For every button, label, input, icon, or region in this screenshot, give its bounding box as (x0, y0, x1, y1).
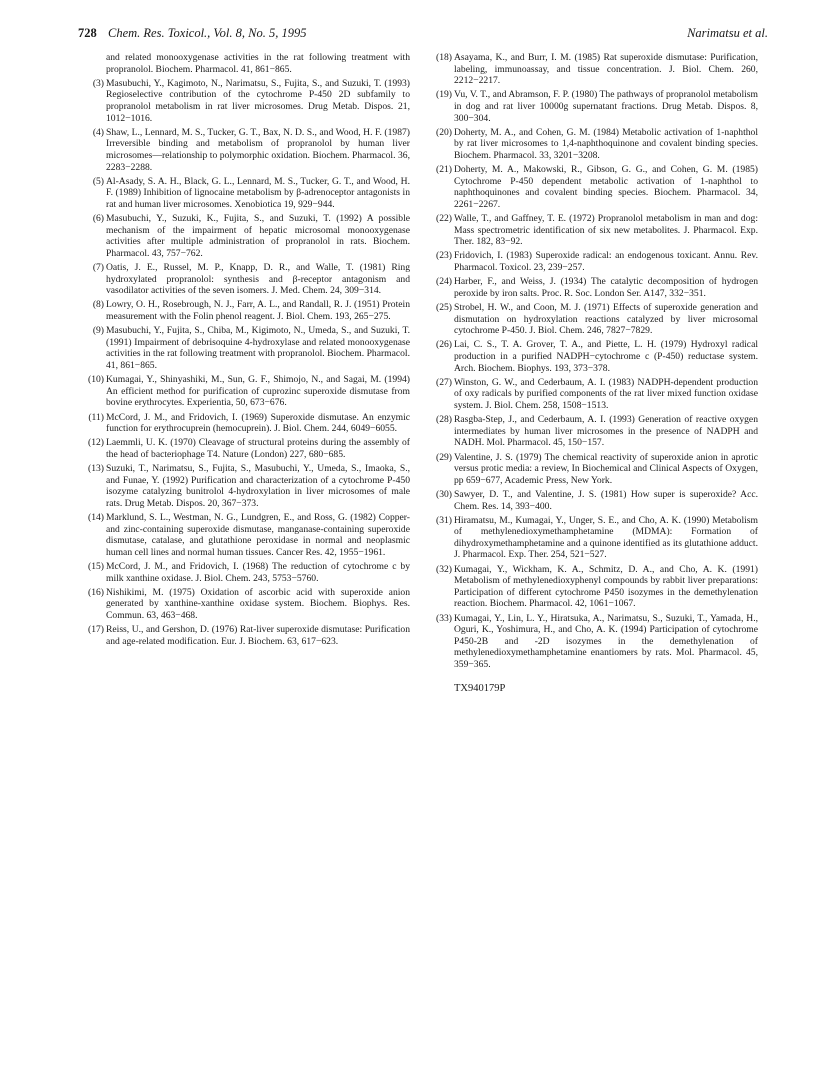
reference-text: Walle, T., and Gaffney, T. E. (1972) Propranolol metabolism in man and dog: Mass spectrometric identification of six new metabolites. J. Pharmacol. Exp. Ther. 182, 83−92. (454, 213, 758, 248)
reference-item (428, 276, 758, 299)
reference-item (428, 213, 758, 248)
reference-item (80, 213, 410, 259)
reference-number: (32) (436, 563, 452, 575)
reference-item (80, 561, 410, 584)
reference-number: (9) (92, 325, 104, 337)
reference-item (80, 412, 410, 435)
reference-text: Al-Asady, S. A. H., Black, G. L., Lennard, M. S., Tucker, G. T., and Wood, H. F. (1989) Inhibition of lignocaine metabolism by β-adrenoceptor antagonists in rat and human liver microsomes. Xenobiotica 19, 929−944. (106, 175, 410, 210)
reference-text: Hiramatsu, M., Kumagai, Y., Unger, S. E., and Cho, A. K. (1990) Metabolism of methylenedioxymethamphetamine (MDMA): Formation of dihydroxymethamphetamine and a quinone identified as its glutathione adduct. J. Pharmacol. Exp. Ther. 254, 521−527. (454, 514, 758, 561)
reference-number: (18) (436, 52, 452, 63)
reference-text: Reiss, U., and Gershon, D. (1976) Rat-liver superoxide dismutase: Purification and age-related modification. Eur. J. Biochem. 63, 617−623. (106, 624, 410, 647)
reference-text: Fridovich, I. (1983) Superoxide radical: an endogenous toxicant. Annu. Rev. Pharmacol. Toxicol. 23, 239−257. (454, 250, 758, 274)
reference-text: Rasgba-Step, J., and Cederbaum, A. I. (1993) Generation of reactive oxygen intermediates by human liver microsomes in the presence of NADPH and NADH. Mol. Pharmacol. 45, 150−157. (454, 414, 758, 449)
reference-number: (28) (436, 414, 452, 426)
reference-number: (6) (92, 213, 104, 225)
reference-text: Masubuchi, Y., Suzuki, K., Fujita, S., and Suzuki, T. (1992) A possible mechanism of the impairment of hepatic microsomal monooxygenase activities after multiple administration of propranolol in rats. Biochem. Pharmacol. 43, 757−762. (106, 213, 410, 259)
reference-item (428, 339, 758, 374)
reference-item (80, 299, 410, 322)
left-reference-list (80, 78, 410, 648)
reference-number: (13) (88, 463, 104, 475)
reference-text: Kumagai, Y., Lin, L. Y., Hiratsuka, A., Narimatsu, S., Suzuki, T., Yamada, H., Oguri, K., Yoshimura, H., and Cho, A. K. (1994) Participation of cytochrome P450-2B and -2D isozymes in the demethylenation of methylenedioxymethamphetamine enantiomers by rats. Mol. Pharmacol. 45, 359−365. (454, 612, 758, 670)
reference-item (80, 437, 410, 460)
reference-text: Shaw, L., Lennard, M. S., Tucker, G. T., Bax, N. D. S., and Wood, H. F. (1987) Irreversible binding and metabolism of propranolol by human liver microsomes—relationship to polymorphic oxidation. Biochem. Pharmacol. 36, 2283−2288. (106, 126, 410, 173)
reference-item (80, 624, 410, 647)
reference-number: (15) (88, 561, 104, 573)
reference-number: (29) (436, 451, 452, 463)
reference-continuation: and related monooxygenase activities in the rat following treatment with propranolol. Biochem. Pharmacol. 41, 861−865. (106, 52, 410, 75)
reference-item (80, 374, 410, 409)
reference-text: Lowry, O. H., Rosebrough, N. J., Farr, A. L., and Randall, R. J. (1951) Protein measurement with the Folin phenol reagent. J. Biol. Chem. 193, 265−275. (106, 299, 410, 323)
reference-text: Sawyer, D. T., and Valentine, J. S. (1981) How super is superoxide? Acc. Chem. Res. 14, 393−400. (454, 488, 758, 512)
reference-text: Doherty, M. A., and Cohen, G. M. (1984) Metabolic activation of 1-naphthol by rat liver microsomes to 1,4-naphthoquinone and covalent binding species. Biochem. Pharmacol. 33, 3201−3208. (454, 126, 758, 161)
reference-text: McCord, J. M., and Fridovich, I. (1969) Superoxide dismutase. An enzymic function for erythrocuprein (hemocuprein). J. Biol. Chem. 244, 6049−6055. (106, 411, 410, 435)
reference-number: (12) (88, 437, 104, 449)
reference-number: (26) (436, 339, 452, 351)
right-reference-list (428, 52, 758, 671)
reference-text: Nishikimi, M. (1975) Oxidation of ascorbic acid with superoxide anion generated by xanthine-xanthine oxidase system. Biochem. Biophys. Res. Commun. 63, 463−468. (106, 586, 410, 622)
reference-text: Kumagai, Y., Shinyashiki, M., Sun, G. F., Shimojo, N., and Sagai, M. (1994) An efficient method for purification of cuprozinc superoxide dismutase from bovine erythrocytes. Experientia, 50, 673−676. (106, 374, 410, 409)
reference-item (428, 52, 758, 87)
reference-item (428, 250, 758, 273)
reference-number: (21) (436, 164, 452, 176)
reference-text: Lai, C. S., T. A. Grover, T. A., and Piette, L. H. (1979) Hydroxyl radical production in a purified NADPH−cytochrome c (P-450) reductase system. Arch. Biochem. Biophys. 193, 373−378. (454, 339, 758, 374)
reference-text: Strobel, H. W., and Coon, M. J. (1971) Effects of superoxide generation and dismutation on hydroxylation reactions catalyzed by liver microsomal cytochrome P-450. J. Biol. Chem. 246, 7827−7829. (454, 302, 758, 337)
reference-number: (16) (88, 586, 104, 598)
reference-text: Kumagai, Y., Wickham, K. A., Schmitz, D. A., and Cho, A. K. (1991) Metabolism of methylenedioxyphenyl compounds by rabbit liver preparations: Participation of different cytochrome P450 isozymes in the demethylenation reaction. Biochem. Pharmacol. 42, 1061−1067. (454, 563, 758, 610)
reference-item (80, 512, 410, 558)
document-id: TX940179P (454, 682, 506, 694)
reference-text: Marklund, S. L., Westman, N. G., Lundgren, E., and Ross, G. (1982) Copper- and zinc-containing superoxide dismutase, manganase-containing superoxide dismutase, catalase, and glutathione peroxidase in normal and neoplasmic human cell lines and normal human tissues. Cancer Res. 42, 1955−1961. (106, 512, 410, 558)
reference-text: Vu, V. T., and Abramson, F. P. (1980) The pathways of propranolol metabolism in dog and rat liver 10000g supernatant fractions. Drug Metab. Dispos. 8, 300−304. (454, 89, 758, 124)
reference-number: (8) (92, 299, 104, 311)
reference-text: Asayama, K., and Burr, I. M. (1985) Rat superoxide dismutase: Purification, labeling, immunoassay, and tissue concentration. J. Biol. Chem. 260, 2212−2217. (454, 52, 758, 87)
reference-number: (4) (92, 126, 104, 138)
reference-text: Suzuki, T., Narimatsu, S., Fujita, S., Masubuchi, Y., Umeda, S., Imaoka, S., and Funae, Y. (1992) Purification and characterization of a cytochrome P-450 isozyme catalyzing bunitrolol 4-hydroxylation in liver microsomes of male rats. Drug Metab. Dispos. 20, 367−373. (106, 463, 410, 509)
reference-number: (24) (436, 276, 452, 288)
reference-item (428, 452, 758, 487)
reference-text: Laemmli, U. K. (1970) Cleavage of structural proteins during the assembly of the head of bacteriophage T4. Nature (London) 227, 680−685. (106, 437, 410, 460)
reference-item (80, 78, 410, 124)
reference-text: Doherty, M. A., Makowski, R., Gibson, G. G., and Cohen, G. M. (1985) Cytochrome P-450 dependent metabolic activation of 1-naphthol to naphthoquinones and covalent binding species. Biochem. Pharmacol. 34, 2261−2267. (454, 164, 758, 210)
reference-text: Winston, G. W., and Cederbaum, A. I. (1983) NADPH-dependent production of oxy radicals by purified components of the rat liver mixed function oxidase system. J. Biol. Chem. 258, 1508−1513. (454, 376, 758, 411)
reference-text: Masubuchi, Y., Fujita, S., Chiba, M., Kigimoto, N., Umeda, S., and Suzuki, T. (1991) Impairment of debrisoquine 4-hydroxylase and related monooxygenase activities in the rat following treatment with propranolol. Biochem. Pharmacol. 41, 861−865. (106, 325, 410, 371)
reference-text: Valentine, J. S. (1979) The chemical reactivity of superoxide anion in aprotic versus protic media: a review, In Biochemical and Clinical Aspects of Oxygen, pp 659−677, Academic Press, New York. (454, 451, 758, 486)
reference-item (428, 377, 758, 412)
reference-number: (11) (88, 411, 104, 423)
reference-item (428, 164, 758, 210)
reference-item (80, 176, 410, 211)
reference-number: (5) (92, 175, 104, 187)
reference-item (428, 89, 758, 124)
reference-text: Masubuchi, Y., Kagimoto, N., Narimatsu, S., Fujita, S., and Suzuki, T. (1993) Regioselective contribution of the cytochrome P-450 2D subfamily to propranolol metabolism in rat liver microsomes. Drug Metab. Dispos. 21, 1012−1016. (106, 77, 410, 124)
reference-number: (23) (436, 250, 452, 262)
reference-number: (30) (436, 488, 452, 500)
running-head: Narimatsu et al. (687, 26, 768, 40)
reference-item (80, 463, 410, 509)
reference-item (428, 564, 758, 610)
reference-number: (10) (88, 374, 104, 386)
reference-number: (19) (436, 89, 452, 101)
reference-text: McCord, J. M., and Fridovich, I. (1968) The reduction of cytochrome c by milk xanthine oxidase. J. Biol. Chem. 243, 5753−5760. (106, 561, 410, 584)
reference-number: (3) (92, 77, 104, 89)
reference-number: (17) (88, 624, 104, 636)
reference-item (428, 127, 758, 162)
reference-item (428, 515, 758, 561)
reference-item (80, 325, 410, 371)
reference-item (80, 587, 410, 622)
reference-text: Oatis, J. E., Russel, M. P., Knapp, D. R., and Walle, T. (1981) Ring hydroxylated propranolol: synthesis and β-receptor antagonism and vasodilator activities of the seven isomers. J. Med. Chem. 24, 309−314. (106, 262, 410, 297)
page-header (78, 26, 768, 46)
reference-number: (31) (436, 514, 452, 526)
reference-number: (20) (436, 126, 452, 138)
reference-item (80, 262, 410, 297)
reference-item (80, 127, 410, 173)
left-column (80, 52, 410, 650)
reference-number: (22) (436, 213, 452, 225)
page-number: 728 (78, 26, 97, 40)
journal-citation: Chem. Res. Toxicol., Vol. 8, No. 5, 1995 (108, 26, 307, 40)
reference-number: (27) (436, 376, 452, 388)
reference-number: (25) (436, 302, 452, 314)
reference-number: (33) (436, 612, 452, 624)
reference-number: (14) (88, 512, 104, 524)
reference-number: (7) (92, 262, 104, 274)
right-column (428, 52, 758, 694)
reference-item (428, 613, 758, 671)
reference-item (428, 489, 758, 512)
reference-item (428, 414, 758, 449)
reference-text: Harber, F., and Weiss, J. (1934) The catalytic decomposition of hydrogen peroxide by iron salts. Proc. R. Soc. London Ser. A147, 332−351. (454, 276, 758, 299)
reference-item (428, 302, 758, 337)
